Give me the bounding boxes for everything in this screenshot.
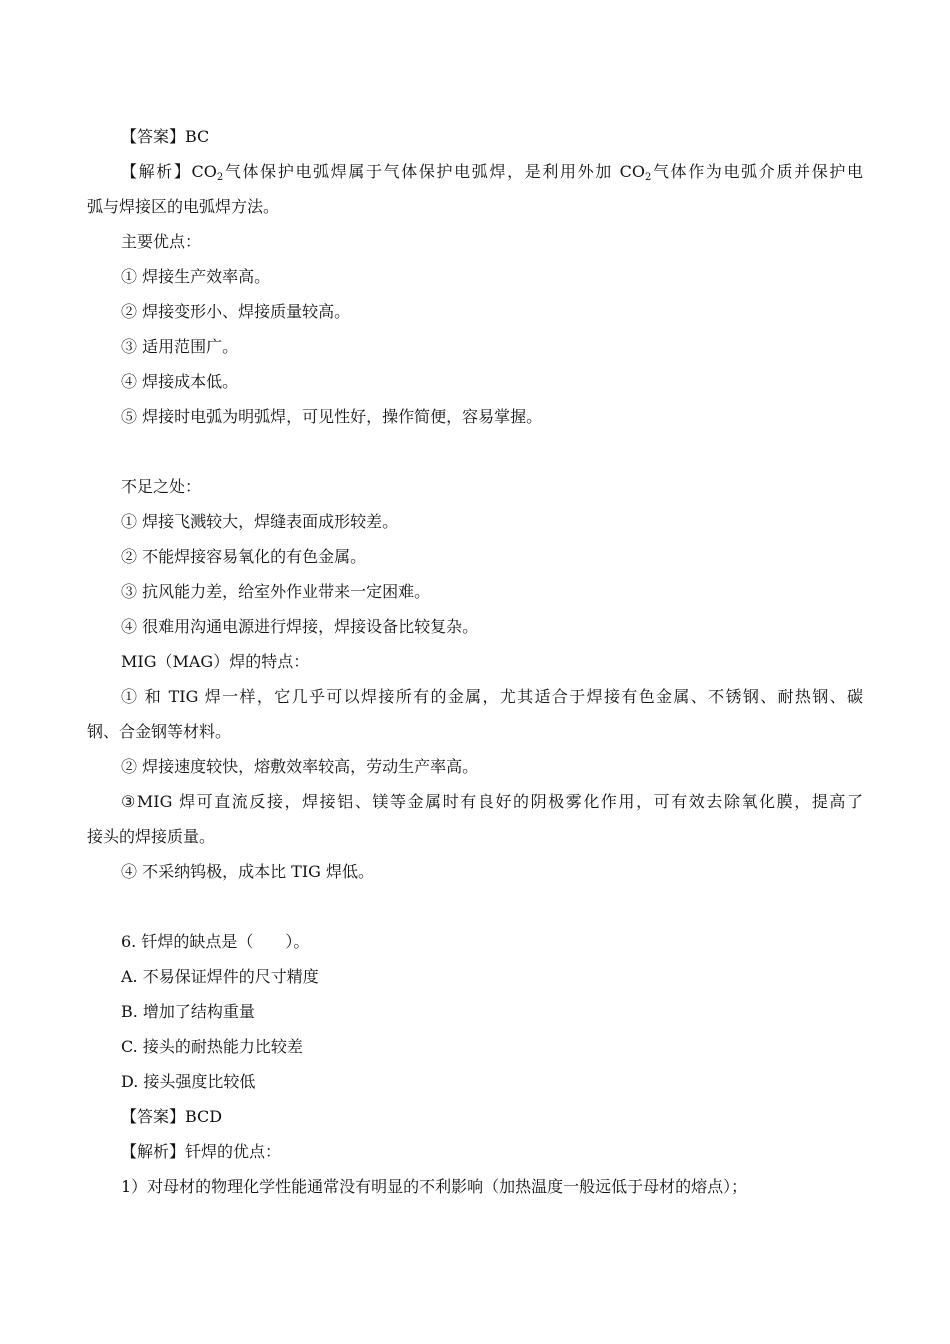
q6-question: 6. 钎焊的缺点是（ ）。: [121, 932, 310, 951]
mig-point-1-cont: 钢、合金钢等材料。: [87, 722, 232, 741]
mig-point-4: ④ 不采纳钨极，成本比 TIG 焊低。: [121, 862, 375, 881]
advantage-item: ③ 适用范围广。: [121, 337, 239, 356]
q6-analysis: 【解析】钎焊的优点：: [121, 1142, 282, 1161]
q6-answer: 【答案】BCD: [121, 1107, 223, 1126]
mig-point-3: ③MIG 焊可直流反接，焊接铝、镁等金属时有良好的阴极雾化作用，可有效去除氧化膜，提高了: [121, 792, 863, 811]
mig-point-1: ① 和 TIG 焊一样，它几乎可以焊接所有的金属，尤其适合于焊接有色金属、不锈钢、耐热钢、碳: [121, 687, 863, 706]
disadvantage-item: ① 焊接飞溅较大，焊缝表面成形较差。: [121, 512, 399, 531]
q6-option-b: B. 增加了结构重量: [121, 1002, 255, 1021]
mig-title: MIG（MAG）焊的特点：: [121, 652, 310, 671]
q6-option-a: A. 不易保证焊件的尺寸精度: [121, 967, 319, 986]
disadvantage-item: ② 不能焊接容易氧化的有色金属。: [121, 547, 367, 566]
advantage-item: ⑤ 焊接时电弧为明弧焊，可见性好，操作简便，容易掌握。: [121, 407, 543, 426]
q5-analysis-line2: 弧与焊接区的电弧焊方法。: [87, 197, 280, 216]
advantage-item: ④ 焊接成本低。: [121, 372, 239, 391]
advantages-title: 主要优点：: [121, 232, 202, 251]
q6-option-c: C. 接头的耐热能力比较差: [121, 1037, 303, 1056]
q6-point-1: 1）对母材的物理化学性能通常没有明显的不利影响（加热温度一般远低于母材的熔点）；: [121, 1177, 748, 1196]
q5-answer: 【答案】BC: [121, 127, 210, 146]
mig-point-3-cont: 接头的焊接质量。: [87, 827, 216, 846]
disadvantage-item: ④ 很难用沟通电源进行焊接，焊接设备比较复杂。: [121, 617, 479, 636]
disadvantages-title: 不足之处：: [121, 477, 202, 496]
advantage-item: ① 焊接生产效率高。: [121, 267, 271, 286]
disadvantage-item: ③ 抗风能力差，给室外作业带来一定困难。: [121, 582, 431, 601]
advantage-item: ② 焊接变形小、焊接质量较高。: [121, 302, 351, 321]
q5-analysis-line1: 【解析】$CO_2$气体保护电弧焊属于气体保护电弧焊，是利用外加 $CO_2$气体作为电弧介质并保护电: [121, 162, 863, 183]
mig-point-2: ② 焊接速度较快，熔敷效率较高，劳动生产率高。: [121, 757, 479, 776]
q6-option-d: D. 接头强度比较低: [121, 1072, 256, 1091]
